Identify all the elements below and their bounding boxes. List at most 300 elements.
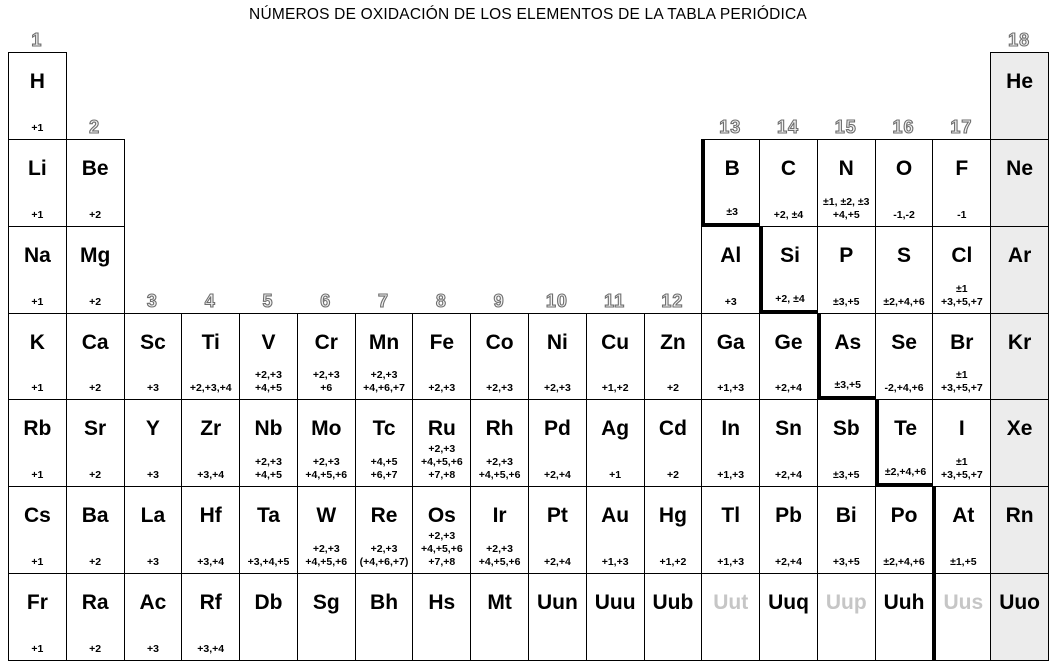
element-symbol: Ca (81, 330, 109, 354)
element-cell-te (875, 399, 934, 487)
element-symbol: Ba (81, 504, 109, 528)
oxidation-line: +3,+4 (197, 642, 225, 655)
oxidation-line: +3 (146, 556, 159, 569)
element-cell-bi (817, 486, 876, 574)
oxidation-line: +2, ±4 (775, 292, 805, 305)
oxidation-line: +1 (31, 556, 44, 569)
oxidation-line: +7,+8 (428, 556, 456, 569)
oxidation-line: +1 (31, 382, 44, 395)
element-symbol: Mt (487, 591, 512, 615)
element-cell-c (759, 139, 818, 227)
element-symbol: S (897, 243, 912, 267)
group-label-16: 16 (892, 116, 915, 137)
oxidation-line: +3,+5,+7 (940, 469, 983, 482)
oxidation-line: +2,+3 (486, 456, 514, 469)
oxidation-line: ±3 (726, 205, 739, 218)
element-symbol: Uuu (594, 591, 636, 615)
oxidation-line: +2 (89, 295, 102, 308)
oxidation-line: +3 (146, 469, 159, 482)
element-symbol: Li (28, 156, 47, 180)
element-cell-ba (66, 486, 125, 574)
element-cell-uuq (759, 573, 818, 661)
element-symbol: Sb (832, 417, 860, 441)
element-cell-li (8, 139, 67, 227)
oxidation-states (702, 556, 759, 569)
oxidation-line: +4,+5 (255, 469, 282, 482)
oxidation-line: +1 (31, 295, 44, 308)
oxidation-states (876, 556, 933, 569)
oxidation-line: +2,+3 (428, 530, 456, 543)
oxidation-line: +1,+2 (601, 382, 629, 395)
element-cell-ni (528, 313, 587, 401)
element-cell-sn (759, 399, 818, 487)
oxidation-line: +2,+3 (486, 543, 514, 556)
element-symbol: Si (780, 243, 800, 267)
element-cell-i (932, 399, 991, 487)
element-symbol: Re (370, 504, 398, 528)
oxidation-line: ±3,+5 (833, 469, 860, 482)
oxidation-states (356, 543, 413, 569)
element-symbol: As (834, 330, 862, 354)
oxidation-line: +1,+3 (717, 382, 745, 395)
oxidation-line: ±1, ±2, ±3 (823, 195, 870, 208)
oxidation-states (876, 382, 933, 395)
oxidation-states (818, 469, 875, 482)
element-cell-cu (586, 313, 645, 401)
oxidation-line: +1 (31, 642, 44, 655)
element-cell-uut (701, 573, 760, 661)
element-symbol: Ac (139, 591, 167, 615)
element-symbol: H (29, 70, 45, 93)
oxidation-states (471, 456, 528, 482)
group-label-17: 17 (950, 116, 973, 137)
element-cell-bh (355, 573, 414, 661)
element-symbol: Zn (660, 330, 686, 354)
element-cell-db (239, 573, 298, 661)
oxidation-states (67, 209, 124, 222)
element-cell-al (701, 226, 760, 314)
oxidation-states (876, 209, 933, 222)
element-symbol: Sc (140, 330, 166, 354)
element-cell-sr (66, 399, 125, 487)
oxidation-states (821, 379, 875, 392)
element-symbol: V (261, 330, 276, 354)
element-symbol: Ru (427, 417, 456, 441)
element-cell-s (875, 226, 934, 314)
element-cell-at (932, 486, 991, 574)
element-symbol: Ta (257, 504, 280, 528)
element-symbol: Se (891, 330, 917, 354)
element-cell-re (355, 486, 414, 574)
oxidation-line: +4,+5 (255, 382, 282, 395)
oxidation-states (182, 382, 239, 395)
oxidation-states (645, 556, 702, 569)
element-cell-as (817, 313, 876, 401)
element-symbol: In (721, 417, 741, 441)
element-cell-nb (239, 399, 298, 487)
element-symbol: Y (145, 417, 160, 441)
oxidation-states (763, 293, 817, 306)
oxidation-line: (+4,+6,+7) (359, 556, 409, 569)
oxidation-line: +2,+3 (370, 543, 398, 556)
oxidation-line: +6 (320, 382, 333, 395)
oxidation-line: ±2,+4,+6 (884, 466, 927, 479)
oxidation-states (818, 196, 875, 222)
element-cell-fr (8, 573, 67, 661)
element-symbol: Ar (1007, 243, 1032, 267)
oxidation-states (702, 296, 759, 309)
element-cell-ne (990, 139, 1049, 227)
element-symbol: Cr (314, 330, 338, 354)
oxidation-line: ±1 (956, 456, 968, 469)
oxidation-states (67, 296, 124, 309)
element-symbol: Hf (199, 504, 222, 528)
oxidation-line: ±1 (956, 282, 968, 295)
element-cell-fe (412, 313, 471, 401)
element-symbol: Bi (835, 504, 857, 528)
element-symbol: Rn (1005, 504, 1034, 528)
element-symbol: Os (427, 504, 456, 528)
element-symbol: Uuh (883, 591, 925, 615)
oxidation-states (9, 209, 66, 222)
element-cell-mg (66, 226, 125, 314)
element-cell-cr (297, 313, 356, 401)
element-symbol: Be (81, 156, 109, 180)
element-symbol: Uup (825, 591, 867, 615)
element-symbol: Fr (26, 591, 48, 615)
oxidation-line: +2,+3 (428, 443, 456, 456)
element-symbol: Ir (492, 504, 507, 528)
element-cell-co (470, 313, 529, 401)
element-cell-si (759, 226, 818, 314)
oxidation-states (125, 556, 182, 569)
element-symbol: Al (720, 243, 742, 267)
element-symbol: Sn (775, 417, 802, 441)
element-cell-ti (181, 313, 240, 401)
page-title: NÚMEROS DE OXIDACIÓN DE LOS ELEMENTOS DE LA TABLA PERIÓDICA (249, 6, 807, 23)
element-symbol: Hs (428, 591, 456, 615)
element-symbol: Na (23, 243, 51, 267)
oxidation-states (529, 382, 586, 395)
element-symbol: Rh (485, 417, 514, 441)
oxidation-states (356, 456, 413, 482)
group-label-4: 4 (204, 290, 216, 311)
oxidation-line: +2,+3 (312, 369, 340, 382)
oxidation-line: -1 (957, 208, 967, 221)
oxidation-states (9, 296, 66, 309)
element-symbol: Mg (79, 243, 111, 267)
oxidation-states (240, 369, 297, 395)
group-label-14: 14 (776, 116, 800, 137)
oxidation-line: +2 (89, 208, 102, 221)
element-cell-ag (586, 399, 645, 487)
group-label-15: 15 (834, 116, 857, 137)
element-cell-po (875, 486, 934, 574)
element-symbol: Po (890, 504, 918, 528)
oxidation-states (67, 382, 124, 395)
element-symbol: Cu (601, 330, 630, 354)
oxidation-states (298, 369, 355, 395)
element-cell-p (817, 226, 876, 314)
element-symbol: N (838, 156, 854, 180)
oxidation-line: +2,+3 (312, 456, 340, 469)
oxidation-states (125, 643, 182, 656)
oxidation-line: +2,+4 (543, 469, 571, 482)
oxidation-line: +2,+3 (255, 369, 282, 382)
oxidation-line: ±3,+5 (833, 295, 860, 308)
element-cell-rf (181, 573, 240, 661)
oxidation-line: +2 (89, 469, 102, 482)
element-cell-w (297, 486, 356, 574)
element-symbol: Mn (368, 330, 400, 354)
oxidation-line: +1 (31, 208, 44, 221)
oxidation-states (933, 209, 990, 222)
element-symbol: Sg (312, 591, 340, 615)
element-symbol: Fe (429, 330, 455, 354)
element-symbol: Xe (1006, 417, 1033, 441)
element-symbol: Uub (652, 591, 694, 615)
element-cell-la (124, 486, 183, 574)
oxidation-states (9, 382, 66, 395)
group-label-7: 7 (378, 290, 390, 311)
oxidation-states (240, 556, 297, 569)
element-cell-ac (124, 573, 183, 661)
oxidation-states (705, 206, 759, 219)
element-symbol: Pb (775, 504, 802, 528)
oxidation-states (587, 556, 644, 569)
element-cell-pb (759, 486, 818, 574)
oxidation-line: +4,+5,+6 (420, 543, 463, 556)
element-symbol: Tc (372, 417, 396, 441)
oxidation-line: ±2,+4,+6 (883, 295, 925, 308)
element-symbol: Ni (546, 330, 568, 354)
oxidation-states (933, 369, 990, 395)
oxidation-line: +3,+4 (197, 469, 225, 482)
element-symbol: Hg (658, 504, 687, 528)
oxidation-states (933, 456, 990, 482)
element-symbol: P (839, 243, 854, 267)
group-label-5: 5 (262, 290, 274, 311)
oxidation-line: ±1,+5 (950, 556, 977, 569)
element-symbol: Kr (1007, 330, 1032, 354)
oxidation-line: +3,+5,+7 (940, 382, 983, 395)
group-label-11: 11 (604, 290, 626, 311)
element-symbol: La (140, 504, 166, 528)
oxidation-line: +1 (609, 469, 622, 482)
element-symbol: Ge (774, 330, 803, 354)
oxidation-line: +1,+3 (717, 556, 745, 569)
oxidation-states (9, 556, 66, 569)
group-label-3: 3 (146, 290, 158, 311)
oxidation-states (9, 643, 66, 656)
oxidation-states (67, 556, 124, 569)
element-cell-ir (470, 486, 529, 574)
element-cell-cl (932, 226, 991, 314)
element-cell-au (586, 486, 645, 574)
element-cell-ra (66, 573, 125, 661)
oxidation-line: +2, ±4 (773, 208, 804, 221)
oxidation-line: -2,+4,+6 (884, 382, 924, 395)
oxidation-states (936, 556, 990, 569)
oxidation-line: +2 (666, 382, 679, 395)
oxidation-line: +4,+5,+6 (305, 469, 348, 482)
element-cell-rb (8, 399, 67, 487)
oxidation-line: -1,-2 (893, 208, 915, 221)
element-cell-tl (701, 486, 760, 574)
element-cell-uus (932, 573, 991, 661)
oxidation-states (356, 369, 413, 395)
element-cell-o (875, 139, 934, 227)
oxidation-line: +2,+3 (486, 382, 514, 395)
element-symbol: Zr (200, 417, 222, 441)
oxidation-line: +6,+7 (370, 469, 398, 482)
element-symbol: Ra (81, 591, 109, 615)
oxidation-line: +1,+3 (601, 556, 629, 569)
group-label-9: 9 (493, 290, 505, 311)
element-symbol: F (955, 156, 969, 180)
element-cell-uuo (990, 573, 1049, 661)
element-symbol: O (895, 156, 913, 180)
group-label-18: 18 (1008, 30, 1031, 50)
element-cell-kr (990, 313, 1049, 401)
oxidation-states (645, 469, 702, 482)
element-cell-he (990, 52, 1049, 140)
element-cell-ca (66, 313, 125, 401)
oxidation-line: +4,+6,+7 (363, 382, 405, 395)
oxidation-line: +3,+5,+7 (940, 295, 983, 308)
element-cell-hs (412, 573, 471, 661)
element-symbol: I (958, 417, 965, 441)
oxidation-line: +7,+8 (428, 469, 456, 482)
element-symbol: At (952, 504, 975, 528)
element-symbol: Ti (201, 330, 220, 354)
oxidation-line: +2 (89, 556, 102, 569)
oxidation-line: +3 (146, 382, 159, 395)
oxidation-line: +4,+5,+6 (478, 469, 521, 482)
element-cell-zr (181, 399, 240, 487)
oxidation-line: +2,+4 (775, 469, 802, 482)
oxidation-line: +2 (89, 382, 102, 395)
oxidation-line: +4,+5 (832, 208, 860, 221)
element-cell-ar (990, 226, 1049, 314)
oxidation-line: +2,+3 (312, 543, 340, 556)
oxidation-states (125, 382, 182, 395)
element-cell-f (932, 139, 991, 227)
element-symbol: Tl (721, 504, 741, 528)
oxidation-line: +4,+5 (370, 456, 398, 469)
oxidation-states (818, 296, 875, 309)
oxidation-line: +2,+3 (428, 382, 456, 395)
element-cell-na (8, 226, 67, 314)
element-cell-rn (990, 486, 1049, 574)
element-cell-rh (470, 399, 529, 487)
oxidation-states (529, 469, 586, 482)
element-symbol: Ag (601, 417, 630, 441)
oxidation-line: +3,+4,+5 (247, 556, 290, 569)
oxidation-line: +2,+3 (370, 369, 398, 382)
oxidation-states (645, 382, 702, 395)
element-symbol: Db (254, 591, 283, 615)
oxidation-line: +4,+5,+6 (420, 456, 463, 469)
element-cell-cd (644, 399, 703, 487)
oxidation-states (413, 530, 470, 569)
group-label-6: 6 (320, 290, 332, 311)
element-cell-pt (528, 486, 587, 574)
element-cell-hf (181, 486, 240, 574)
oxidation-states (529, 556, 586, 569)
element-symbol: Ne (1006, 156, 1034, 180)
oxidation-line: +1,+3 (717, 469, 745, 482)
element-symbol: Uus (943, 591, 984, 615)
element-symbol: Nb (254, 417, 283, 441)
element-symbol: Co (485, 330, 514, 354)
oxidation-line: +2 (89, 642, 102, 655)
oxidation-states (879, 466, 933, 479)
element-cell-k (8, 313, 67, 401)
element-symbol: Rf (199, 591, 222, 615)
group-label-10: 10 (545, 290, 568, 311)
element-cell-br (932, 313, 991, 401)
oxidation-line: +3 (724, 295, 737, 308)
element-cell-sb (817, 399, 876, 487)
oxidation-states (298, 543, 355, 569)
element-cell-hg (644, 486, 703, 574)
element-symbol: Ga (716, 330, 745, 354)
element-cell-cs (8, 486, 67, 574)
oxidation-line: +2,+3 (543, 382, 571, 395)
element-symbol: Uuq (768, 591, 809, 615)
element-cell-uuh (875, 573, 934, 661)
oxidation-line: +1,+2 (659, 556, 687, 569)
element-cell-sc (124, 313, 183, 401)
oxidation-states (471, 543, 528, 569)
oxidation-line: +2,+4 (775, 382, 802, 395)
element-symbol: Pd (543, 417, 571, 441)
oxidation-states (182, 643, 239, 656)
oxidation-states (587, 382, 644, 395)
oxidation-states (182, 556, 239, 569)
oxidation-states (471, 382, 528, 395)
element-symbol: Sr (84, 417, 107, 441)
element-cell-tc (355, 399, 414, 487)
element-symbol: Uut (713, 591, 749, 615)
element-cell-ru (412, 399, 471, 487)
group-label-8: 8 (435, 290, 447, 311)
oxidation-states (760, 382, 817, 395)
element-symbol: Rb (23, 417, 52, 441)
element-cell-ge (759, 313, 818, 401)
element-cell-y (124, 399, 183, 487)
oxidation-states (240, 456, 297, 482)
element-cell-b (701, 139, 760, 227)
element-cell-mo (297, 399, 356, 487)
group-label-2: 2 (89, 116, 101, 137)
oxidation-states (182, 469, 239, 482)
element-cell-zn (644, 313, 703, 401)
element-cell-v (239, 313, 298, 401)
element-cell-uub (644, 573, 703, 661)
oxidation-line: +2 (666, 469, 679, 482)
oxidation-states (702, 382, 759, 395)
oxidation-line: ±2,+4,+6 (883, 556, 925, 569)
oxidation-states (67, 643, 124, 656)
element-symbol: K (29, 330, 45, 354)
element-symbol: Mo (311, 417, 342, 441)
oxidation-line: +2,+4 (775, 556, 802, 569)
element-symbol: Te (894, 417, 918, 441)
oxidation-states (9, 122, 66, 135)
oxidation-states (298, 456, 355, 482)
